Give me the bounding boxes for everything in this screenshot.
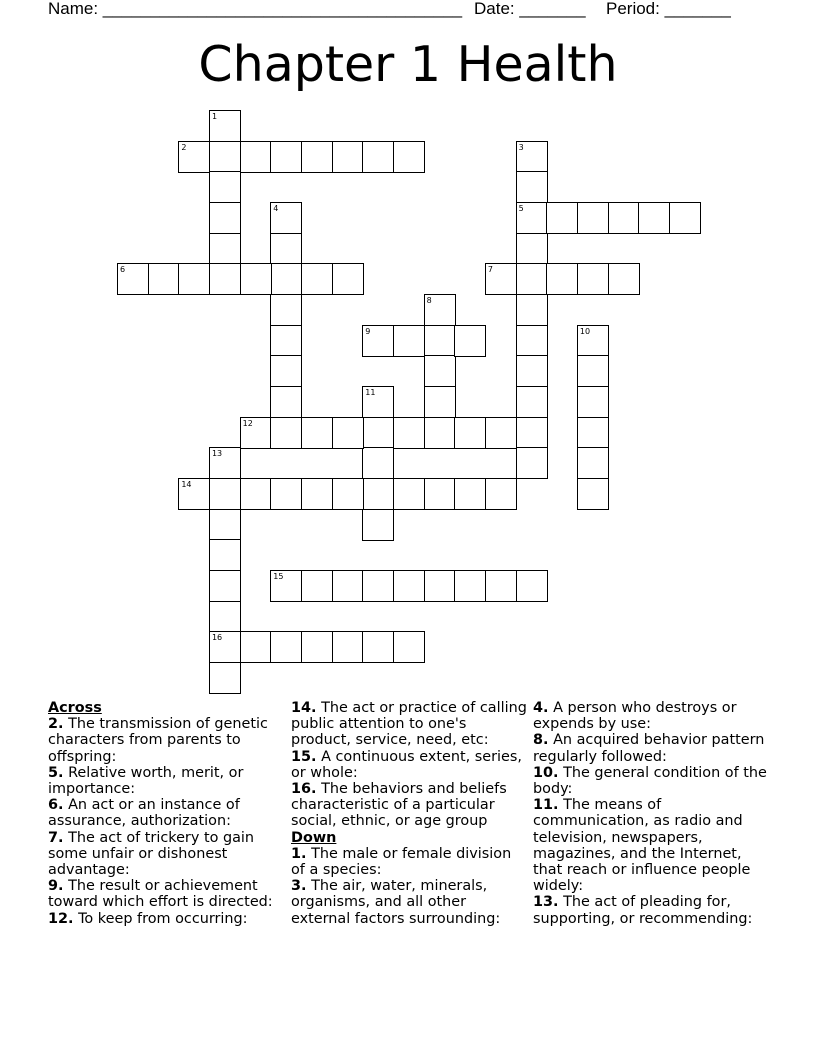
grid-cell[interactable] xyxy=(209,478,241,510)
clue-item-number: 13. xyxy=(533,894,559,911)
clue-item-number: 11. xyxy=(533,797,559,814)
grid-cell[interactable] xyxy=(608,263,640,295)
grid-cell[interactable] xyxy=(178,478,210,510)
grid-cell[interactable] xyxy=(240,417,272,449)
period-label: Period: _______ xyxy=(606,0,731,18)
grid-cell[interactable] xyxy=(485,570,517,602)
grid-cell[interactable] xyxy=(362,417,394,449)
grid-cell[interactable] xyxy=(577,325,609,357)
clue-item-number: 10. xyxy=(533,764,559,781)
clue-item-number: 9. xyxy=(48,878,64,895)
clue-item-number: 2. xyxy=(48,716,64,733)
date-label: Date: _______ xyxy=(474,0,586,18)
grid-cell[interactable] xyxy=(209,539,241,571)
clue-item-number: 8. xyxy=(533,732,549,749)
clue-item xyxy=(291,700,527,749)
clue-item xyxy=(48,830,284,879)
grid-cell[interactable] xyxy=(301,417,333,449)
grid-cell[interactable] xyxy=(270,141,302,173)
clue-item-text: The act of trickery to gain some unfair or dishonest advantage: xyxy=(48,829,255,879)
grid-cell[interactable] xyxy=(270,355,302,387)
grid-cell[interactable] xyxy=(209,171,241,203)
grid-cell[interactable] xyxy=(301,263,333,295)
grid-cell[interactable] xyxy=(270,263,302,295)
grid-cell[interactable] xyxy=(209,202,241,234)
grid-cell[interactable] xyxy=(669,202,701,234)
grid-cell[interactable] xyxy=(240,478,272,510)
grid-cell[interactable] xyxy=(393,417,425,449)
grid-cell[interactable] xyxy=(301,141,333,173)
clue-item-text: The act of pleading for, supporting, or recommending: xyxy=(533,894,753,927)
clue-item xyxy=(48,765,284,797)
clue-item-text: An acquired behavior pattern regularly followed: xyxy=(533,732,765,765)
grid-cell[interactable] xyxy=(393,570,425,602)
grid-cell[interactable] xyxy=(516,202,548,234)
clue-item xyxy=(48,911,284,927)
clue-item xyxy=(48,878,284,910)
grid-cell[interactable] xyxy=(117,263,149,295)
clue-number: 1 xyxy=(211,112,218,121)
clue-item xyxy=(533,797,769,894)
grid-cell[interactable] xyxy=(270,202,302,234)
grid-cell[interactable] xyxy=(393,478,425,510)
clue-column-3 xyxy=(533,700,769,927)
grid-cell[interactable] xyxy=(209,447,241,479)
clue-number: 7 xyxy=(487,265,493,275)
clue-item xyxy=(533,765,769,797)
grid-cell[interactable] xyxy=(209,263,241,295)
grid-cell[interactable] xyxy=(240,263,272,295)
grid-cell[interactable] xyxy=(393,325,425,357)
grid-cell[interactable] xyxy=(577,447,609,479)
grid-cell[interactable] xyxy=(516,325,548,357)
clue-item xyxy=(291,878,527,927)
grid-cell[interactable] xyxy=(209,233,241,265)
grid-cell[interactable] xyxy=(485,417,517,449)
clue-number: 9 xyxy=(365,326,371,336)
grid-cell[interactable] xyxy=(362,447,394,479)
clue-item xyxy=(291,781,527,830)
grid-cell[interactable] xyxy=(209,141,241,173)
grid-cell[interactable] xyxy=(424,294,456,326)
clue-item-number: 5. xyxy=(48,764,64,781)
clue-number: 2 xyxy=(181,142,187,152)
clue-number: 8 xyxy=(426,295,432,305)
clue-number: 12 xyxy=(242,418,253,428)
grid-cell[interactable] xyxy=(638,202,670,234)
clue-item-text: The act or practice of calling public attention to one's product, service, need, etc: xyxy=(291,700,527,749)
grid-cell[interactable] xyxy=(362,509,394,541)
clue-item xyxy=(291,846,527,878)
grid-cell[interactable] xyxy=(270,386,302,418)
grid-cell[interactable] xyxy=(362,141,394,173)
grid-cell[interactable] xyxy=(270,631,302,663)
clue-item xyxy=(533,700,769,732)
clue-list xyxy=(48,700,768,950)
grid-cell[interactable] xyxy=(270,478,302,510)
grid-cell[interactable] xyxy=(516,386,548,418)
grid-cell[interactable] xyxy=(148,263,180,295)
grid-cell[interactable] xyxy=(209,110,241,142)
clue-number: 4 xyxy=(273,203,279,213)
grid-cell[interactable] xyxy=(577,478,609,510)
name-label: Name: ______________________________________ xyxy=(48,0,463,18)
clue-item xyxy=(291,749,527,781)
grid-cell[interactable] xyxy=(332,478,364,510)
grid-cell[interactable] xyxy=(546,263,578,295)
clue-item-number: 15. xyxy=(291,748,317,765)
clue-number: 3 xyxy=(518,142,524,152)
grid-cell[interactable] xyxy=(270,233,302,265)
grid-cell[interactable] xyxy=(454,478,486,510)
grid-cell[interactable] xyxy=(516,570,548,602)
clue-item-number: 4. xyxy=(533,700,549,716)
grid-cell[interactable] xyxy=(516,294,548,326)
grid-cell[interactable] xyxy=(608,202,640,234)
grid-cell[interactable] xyxy=(577,355,609,387)
clue-number: 16 xyxy=(211,633,223,643)
grid-cell[interactable] xyxy=(301,631,333,663)
grid-cell[interactable] xyxy=(424,478,456,510)
grid-cell[interactable] xyxy=(577,417,609,449)
clue-column-1 xyxy=(48,700,284,927)
grid-cell[interactable] xyxy=(332,417,364,449)
grid-cell[interactable] xyxy=(454,570,486,602)
grid-cell[interactable] xyxy=(577,202,609,234)
clue-item xyxy=(533,732,769,764)
grid-cell[interactable] xyxy=(270,325,302,357)
grid-cell[interactable] xyxy=(362,386,394,418)
grid-cell[interactable] xyxy=(270,570,302,602)
clue-number: 10 xyxy=(579,326,591,336)
grid-cell[interactable] xyxy=(393,141,425,173)
clue-item-text: Relative worth, merit, or importance: xyxy=(48,764,244,798)
clue-item-number: 6. xyxy=(48,797,64,814)
grid-cell[interactable] xyxy=(424,325,456,357)
clue-number: 15 xyxy=(273,571,284,581)
grid-cell[interactable] xyxy=(362,478,394,510)
grid-cell[interactable] xyxy=(332,141,364,173)
grid-cell[interactable] xyxy=(270,294,302,326)
grid-cell[interactable] xyxy=(454,417,486,449)
clue-section-title: Across xyxy=(48,700,102,716)
clue-item-text: The behaviors and beliefs characteristic of a particular social, ethnic, or age group xyxy=(291,781,507,830)
grid-cell[interactable] xyxy=(209,631,241,663)
clue-number: 5 xyxy=(518,203,524,213)
grid-cell[interactable] xyxy=(546,202,578,234)
clue-item xyxy=(48,797,284,829)
grid-cell[interactable] xyxy=(393,631,425,663)
grid-cell[interactable] xyxy=(516,447,548,479)
clue-item-number: 7. xyxy=(48,829,64,846)
grid-cell[interactable] xyxy=(209,570,241,602)
clue-item-text: An act or an instance of assurance, authorization: xyxy=(48,797,240,830)
clue-item xyxy=(533,894,769,926)
grid-cell[interactable] xyxy=(485,478,517,510)
clue-section-title: Down xyxy=(291,829,337,846)
clue-number: 6 xyxy=(120,265,126,275)
clue-column-2 xyxy=(291,700,527,927)
clue-item-number: 3. xyxy=(291,878,307,895)
clue-item-text: A continuous extent, series, or whole: xyxy=(291,748,522,781)
grid-cell[interactable] xyxy=(209,509,241,541)
clue-item-text: The air, water, minerals, organisms, and all other external factors surrounding: xyxy=(291,878,501,927)
grid-cell[interactable] xyxy=(332,263,364,295)
clue-item xyxy=(48,716,284,765)
clue-number: 13 xyxy=(211,449,223,459)
clue-item-text: The means of communication, as radio and television, newspapers, magazines, and the Internet, that reach or influence people widely: xyxy=(533,797,751,895)
grid-cell[interactable] xyxy=(362,570,394,602)
grid-cell[interactable] xyxy=(516,417,548,449)
grid-cell[interactable] xyxy=(577,263,609,295)
grid-cell[interactable] xyxy=(424,417,456,449)
grid-cell[interactable] xyxy=(516,263,548,295)
clue-item-number: 14. xyxy=(291,700,317,716)
grid-cell[interactable] xyxy=(362,325,394,357)
clue-item-text: The general condition of the body: xyxy=(533,764,767,798)
clue-item-text: The male or female division of a species: xyxy=(291,845,512,879)
clue-item-text: To keep from occurring: xyxy=(78,910,248,927)
grid-cell[interactable] xyxy=(424,386,456,418)
grid-cell[interactable] xyxy=(454,325,486,357)
grid-cell[interactable] xyxy=(485,263,517,295)
page-title: Chapter 1 Health xyxy=(198,36,618,93)
grid-cell[interactable] xyxy=(577,386,609,418)
grid-cell[interactable] xyxy=(301,478,333,510)
clue-item-text: The transmission of genetic characters from parents to offspring: xyxy=(48,716,268,765)
clue-item-text: The result or achievement toward which effort is directed: xyxy=(48,878,273,911)
clue-item-text: A person who destroys or expends by use: xyxy=(533,700,737,733)
grid-cell[interactable] xyxy=(424,570,456,602)
grid-cell[interactable] xyxy=(332,570,364,602)
grid-cell[interactable] xyxy=(516,141,548,173)
clue-number: 14 xyxy=(181,479,192,489)
clue-item-number: 1. xyxy=(291,845,307,862)
grid-cell[interactable] xyxy=(516,233,548,265)
grid-cell[interactable] xyxy=(178,263,210,295)
grid-cell[interactable] xyxy=(178,141,210,173)
grid-cell[interactable] xyxy=(209,662,241,694)
clue-number: 11 xyxy=(365,387,376,397)
grid-cell[interactable] xyxy=(424,355,456,387)
grid-cell[interactable] xyxy=(270,417,302,449)
grid-cell[interactable] xyxy=(240,631,272,663)
grid-cell[interactable] xyxy=(362,631,394,663)
clue-item-number: 16. xyxy=(291,781,317,798)
grid-cell[interactable] xyxy=(209,601,241,633)
grid-cell[interactable] xyxy=(240,141,272,173)
grid-cell[interactable] xyxy=(516,355,548,387)
grid-cell[interactable] xyxy=(332,631,364,663)
grid-cell[interactable] xyxy=(301,570,333,602)
grid-cell[interactable] xyxy=(516,171,548,203)
clue-item-number: 12. xyxy=(48,910,74,927)
